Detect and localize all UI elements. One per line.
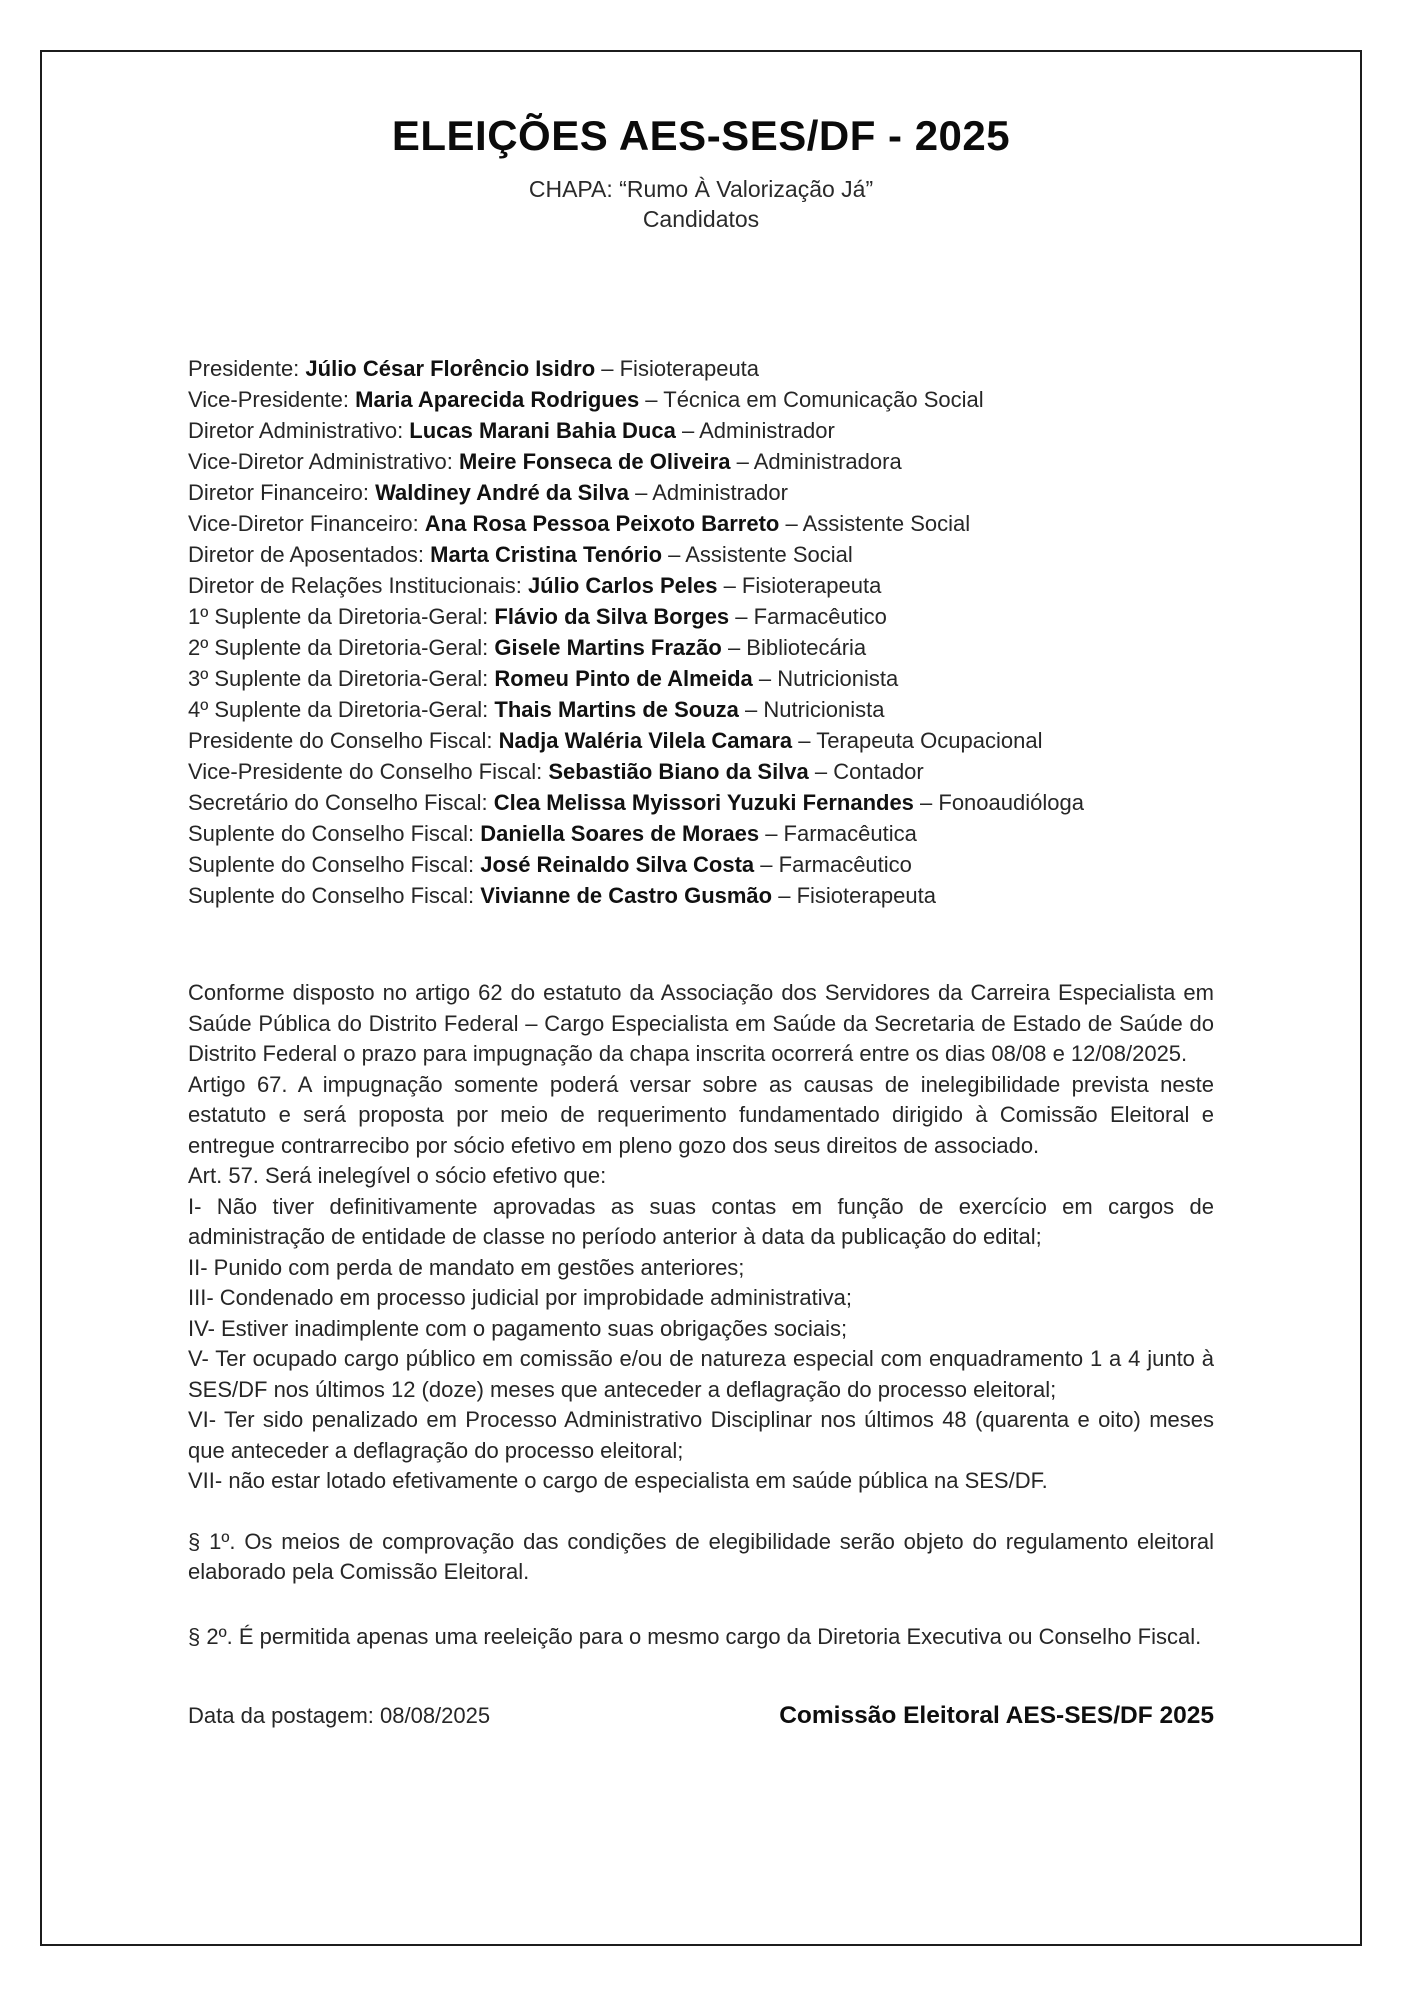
candidate-profession: – Fisioterapeuta bbox=[595, 356, 760, 382]
statute-paragraph: VII- não estar lotado efetivamente o cargo de especialista em saúde pública na SES/DF. bbox=[188, 1468, 1048, 1494]
candidate-line bbox=[188, 353, 1214, 384]
candidate-name: Clea Melissa Myissori Yuzuki Fernandes bbox=[493, 790, 914, 816]
candidate-name: José Reinaldo Silva Costa bbox=[480, 852, 755, 878]
candidate-role: 1º Suplente da Diretoria-Geral: bbox=[188, 604, 495, 630]
candidate-role: Vice-Presidente do Conselho Fiscal: bbox=[188, 759, 549, 785]
candidate-line bbox=[188, 849, 1214, 880]
candidate-line bbox=[188, 446, 1214, 477]
candidate-role: Suplente do Conselho Fiscal: bbox=[188, 852, 481, 878]
candidate-line bbox=[188, 818, 1214, 849]
candidate-role: Diretor Financeiro: bbox=[188, 480, 376, 506]
candidate-role: Presidente do Conselho Fiscal: bbox=[188, 728, 499, 754]
candidate-list bbox=[188, 353, 1214, 911]
statute-paragraph: V- Ter ocupado cargo público em comissão e/ou de natureza especial com enquadramento 1 a 4 junto à SES/DF nos últimos 12 (doze) meses que anteceder a deflagração do processo eleitoral; bbox=[188, 1346, 1214, 1402]
candidate-role: Diretor de Aposentados: bbox=[188, 542, 431, 568]
candidate-profession: – Nutricionista bbox=[752, 666, 899, 692]
candidate-name: Sebastião Biano da Silva bbox=[548, 759, 809, 785]
candidate-line bbox=[188, 477, 1214, 508]
statute-paragraph: Artigo 67. A impugnação somente poderá versar sobre as causas de inelegibilidade prevista neste estatuto e será proposta por meio de requerimento fundamentado dirigido à Comissão Eleitoral e entregue contrarrecibo por sócio efetivo em pleno gozo dos seus direitos de associado. bbox=[188, 1071, 1214, 1158]
candidate-role: Suplente do Conselho Fiscal: bbox=[188, 821, 481, 847]
statute-paragraph: III- Condenado em processo judicial por improbidade administrativa; bbox=[188, 1285, 853, 1311]
candidate-profession: – Assistente Social bbox=[662, 542, 853, 568]
candidatos-label: Candidatos bbox=[642, 206, 760, 233]
candidate-line bbox=[188, 384, 1214, 415]
paragraph-section-1: § 1º. Os meios de comprovação das condições de elegibilidade serão objeto do regulamento eleitoral elaborado pela Comissão Eleitoral. bbox=[188, 1528, 1214, 1585]
candidate-name: Ana Rosa Pessoa Peixoto Barreto bbox=[424, 511, 780, 537]
candidate-line bbox=[188, 539, 1214, 570]
candidate-name: Nadja Waléria Vilela Camara bbox=[498, 728, 793, 754]
candidate-role: Secretário do Conselho Fiscal: bbox=[188, 790, 494, 816]
candidate-role: Diretor Administrativo: bbox=[188, 418, 410, 444]
candidate-profession: – Farmacêutica bbox=[759, 821, 917, 847]
candidate-role: Diretor de Relações Institucionais: bbox=[188, 573, 528, 599]
candidate-line bbox=[188, 601, 1214, 632]
candidate-name: Vivianne de Castro Gusmão bbox=[480, 883, 773, 909]
candidate-name: Maria Aparecida Rodrigues bbox=[355, 387, 640, 413]
statute-text-block bbox=[188, 978, 1214, 1497]
candidate-profession: – Fisioterapeuta bbox=[717, 573, 882, 599]
candidate-profession: – Farmacêutico bbox=[754, 852, 912, 878]
candidate-profession: – Contador bbox=[808, 759, 924, 785]
candidate-role: 4º Suplente da Diretoria-Geral: bbox=[188, 697, 495, 723]
statute-paragraph: II- Punido com perda de mandato em gestões anteriores; bbox=[188, 1254, 745, 1280]
candidate-name: Thais Martins de Souza bbox=[494, 697, 739, 723]
candidate-line bbox=[188, 787, 1214, 818]
candidate-line bbox=[188, 694, 1214, 725]
candidate-profession: – Fonoaudióloga bbox=[913, 790, 1084, 816]
statute-paragraph: VI- Ter sido penalizado em Processo Administrativo Disciplinar nos últimos 48 (quarenta e oito) meses que anteceder a deflagração do processo eleitoral; bbox=[188, 1407, 1214, 1463]
candidate-name: Waldiney André da Silva bbox=[375, 480, 629, 506]
candidate-line bbox=[188, 756, 1214, 787]
candidate-role: Vice-Diretor Administrativo: bbox=[188, 449, 460, 475]
candidate-profession: – Técnica em Comunicação Social bbox=[639, 387, 984, 413]
candidate-role: Vice-Presidente: bbox=[188, 387, 356, 413]
candidate-profession: – Farmacêutico bbox=[729, 604, 887, 630]
footer bbox=[188, 1702, 1214, 1730]
candidate-role: Vice-Diretor Financeiro: bbox=[188, 511, 425, 537]
candidate-role: 3º Suplente da Diretoria-Geral: bbox=[188, 666, 495, 692]
candidate-profession: – Administrador bbox=[675, 418, 835, 444]
candidate-line bbox=[188, 632, 1214, 663]
chapa-subtitle: CHAPA: “Rumo À Valorização Já” bbox=[528, 176, 874, 203]
candidate-role: Presidente: bbox=[188, 356, 306, 382]
candidate-line bbox=[188, 725, 1214, 756]
candidate-name: Lucas Marani Bahia Duca bbox=[409, 418, 676, 444]
candidate-line bbox=[188, 880, 1214, 911]
statute-paragraph: I- Não tiver definitivamente aprovadas as suas contas em função de exercício em cargos de administração de entidade de classe no período anterior à data da publicação do edital; bbox=[188, 1193, 1214, 1250]
candidate-profession: – Bibliotecária bbox=[721, 635, 867, 661]
statute-paragraph: IV- Estiver inadimplente com o pagamento suas obrigações sociais; bbox=[188, 1315, 848, 1341]
page-border bbox=[40, 50, 1362, 1946]
candidate-profession: – Fisioterapeuta bbox=[772, 883, 936, 909]
candidate-name: Daniella Soares de Moraes bbox=[480, 821, 760, 847]
candidate-name: Gisele Martins Frazão bbox=[494, 635, 722, 661]
candidate-profession: – Nutricionista bbox=[738, 697, 885, 723]
commission-signature: Comissão Eleitoral AES-SES/DF 2025 bbox=[779, 1702, 1214, 1730]
statute-paragraph: Conforme disposto no artigo 62 do estatuto da Associação dos Servidores da Carreira Especialista em Saúde Pública do Distrito Federal – Cargo Especialista em Saúde da Secretaria de Estado de Saúde do Distrito Federal o prazo para impugnação da chapa inscrita ocorrerá entre os dias 08/08 e 12/08/2025. bbox=[188, 980, 1214, 1067]
candidate-profession: – Terapeuta Ocupacional bbox=[792, 728, 1043, 754]
statute-paragraph: Art. 57. Será inelegível o sócio efetivo que: bbox=[188, 1163, 607, 1189]
candidate-name: Flávio da Silva Borges bbox=[494, 604, 730, 630]
candidate-role: Suplente do Conselho Fiscal: bbox=[188, 883, 481, 909]
candidate-profession: – Administrador bbox=[628, 480, 788, 506]
post-date-label: Data da postagem: 08/08/2025 bbox=[188, 1703, 491, 1729]
candidate-line bbox=[188, 508, 1214, 539]
candidate-name: Marta Cristina Tenório bbox=[430, 542, 663, 568]
paragraph-section-2: § 2º. É permitida apenas uma reeleição para o mesmo cargo da Diretoria Executiva ou Conselho Fiscal. bbox=[188, 1623, 1202, 1649]
candidate-name: Meire Fonseca de Oliveira bbox=[459, 449, 731, 475]
candidate-name: Romeu Pinto de Almeida bbox=[494, 666, 753, 692]
candidate-line bbox=[188, 415, 1214, 446]
candidate-profession: – Administradora bbox=[730, 449, 902, 475]
candidate-line bbox=[188, 663, 1214, 694]
candidate-name: Júlio César Florêncio Isidro bbox=[305, 356, 596, 382]
candidate-profession: – Assistente Social bbox=[779, 511, 971, 537]
document-title: ELEIÇÕES AES-SES/DF - 2025 bbox=[391, 112, 1011, 159]
candidate-role: 2º Suplente da Diretoria-Geral: bbox=[188, 635, 495, 661]
candidate-line bbox=[188, 570, 1214, 601]
candidate-name: Júlio Carlos Peles bbox=[527, 573, 718, 599]
